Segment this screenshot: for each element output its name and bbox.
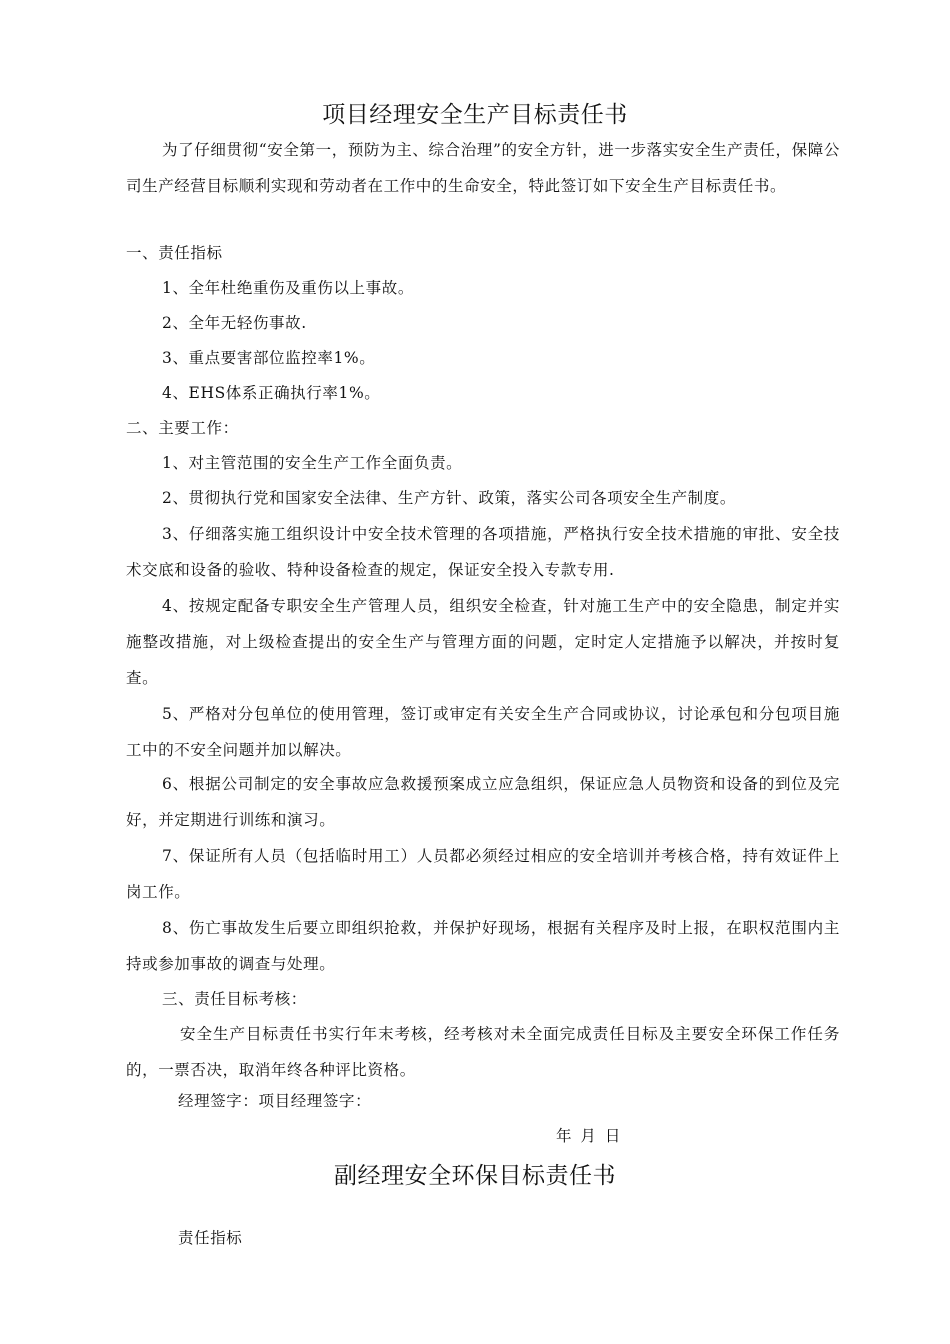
work-item: 7、保证所有人员（包括临时用工）人员都必须经过相应的安全培训并考核合格，持有效证件上岗工作。: [126, 847, 840, 901]
section-heading-indicators: 责任指标: [178, 1229, 243, 1247]
section-heading-responsibility: 一、责任指标: [126, 244, 223, 262]
intro-paragraph: 为了仔细贯彻“安全第一，预防为主、综合治理”的安全方针，进一步落实安全生产责任，保障公司生产经营目标顺利实现和劳动者在工作中的生命安全，特此签订如下安全生产目标责任书。: [126, 141, 840, 195]
section-heading-main-work: 二、主要工作：: [126, 419, 239, 437]
indicator-item: 4、EHS体系正确执行率1%。: [162, 384, 381, 402]
work-item: 5、严格对分包单位的使用管理，签订或审定有关安全生产合同或协议，讨论承包和分包项目施工中的不安全问题并加以解决。: [126, 705, 840, 759]
signature-line: 经理签字：项目经理签字：: [178, 1092, 372, 1110]
second-document-title: 副经理安全环保目标责任书: [334, 1163, 616, 1189]
work-item: 2、贯彻执行党和国家安全法律、生产方针、政策，落实公司各项安全生产制度。: [162, 489, 736, 507]
work-item: 8、伤亡事故发生后要立即组织抢救，并保护好现场，根据有关程序及时上报，在职权范围内主持或参加事故的调查与处理。: [126, 919, 840, 973]
section-heading-assessment: 三、责任目标考核：: [162, 990, 307, 1008]
assessment-paragraph: 安全生产目标责任书实行年末考核，经考核对未全面完成责任目标及主要安全环保工作任务的，一票否决，取消年终各种评比资格。: [126, 1025, 840, 1079]
indicator-item: 3、重点要害部位监控率1%。: [162, 349, 376, 367]
work-item: 6、根据公司制定的安全事故应急救援预案成立应急组织，保证应急人员物资和设备的到位及完好，并定期进行训练和演习。: [126, 775, 840, 829]
date-line: 年 月 日: [556, 1127, 623, 1145]
work-item: 1、对主管范围的安全生产工作全面负责。: [162, 454, 463, 472]
work-item: 3、仔细落实施工组织设计中安全技术管理的各项措施，严格执行安全技术措施的审批、安全技术交底和设备的验收、特种设备检查的规定，保证安全投入专款专用.: [126, 525, 840, 579]
indicator-item: 1、全年杜绝重伤及重伤以上事故。: [162, 279, 414, 297]
indicator-item: 2、全年无轻伤事故.: [162, 314, 307, 332]
work-item: 4、按规定配备专职安全生产管理人员，组织安全检查，针对施工生产中的安全隐患，制定并实施整改措施，对上级检查提出的安全生产与管理方面的问题，定时定人定措施予以解决，并按时复查。: [126, 597, 840, 687]
document-title: 项目经理安全生产目标责任书: [322, 102, 628, 128]
